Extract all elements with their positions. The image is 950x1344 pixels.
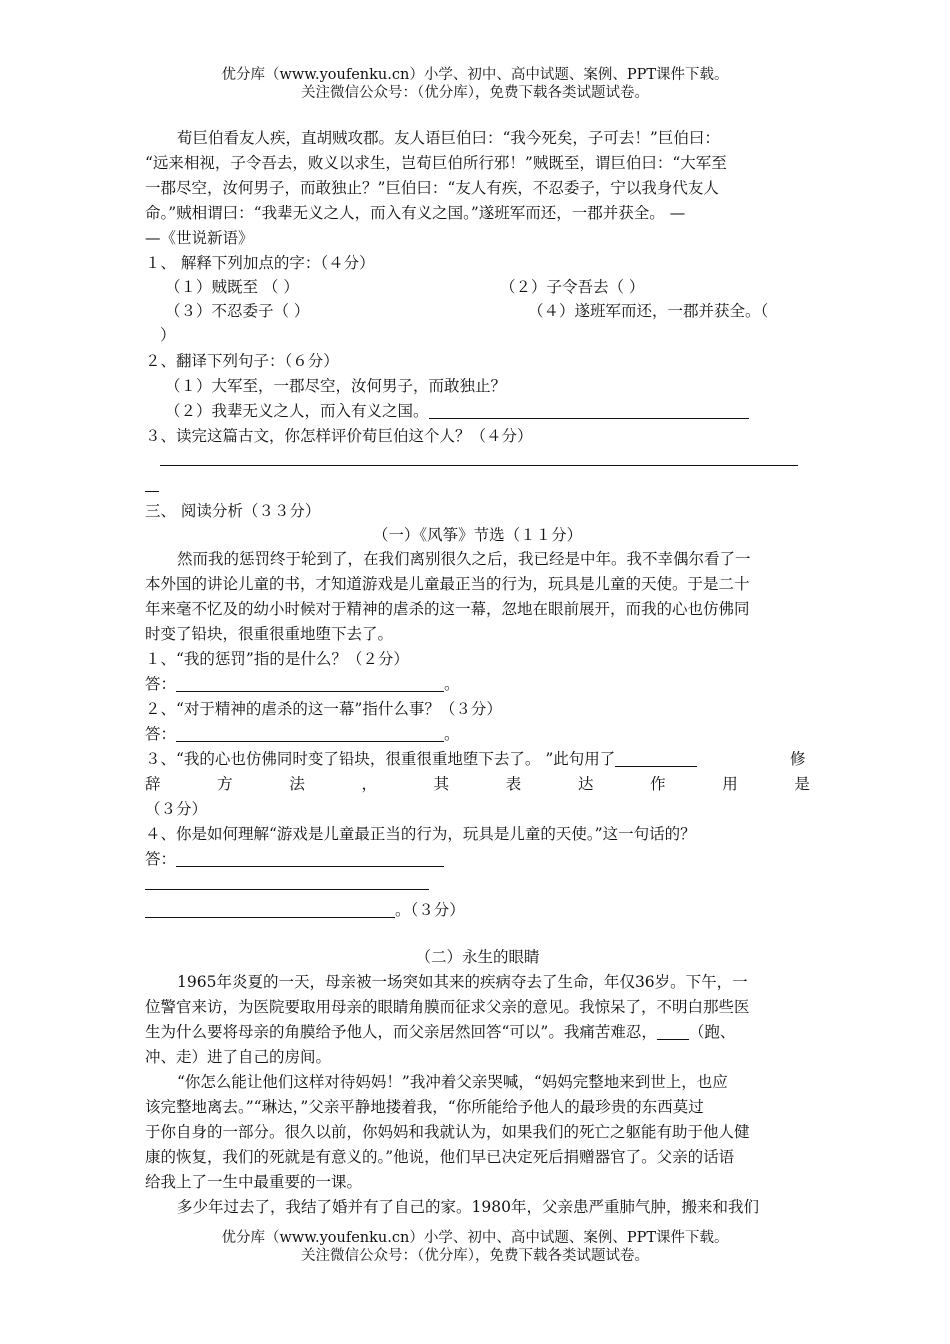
eyes-line: 冲、走）进了自己的房间。 xyxy=(145,1048,332,1066)
header-line-2: 关注微信公众号：（优分库），免费下载各类试题试卷。 xyxy=(301,85,649,101)
spread-char: 用 xyxy=(722,775,738,793)
answer-blank[interactable] xyxy=(429,402,749,419)
spread-char: 是 xyxy=(794,775,810,793)
kite-answer-4 xyxy=(145,847,810,871)
spread-char: ， xyxy=(361,775,377,793)
question-2-sentence-2 xyxy=(165,399,830,423)
kite-question-3-spread xyxy=(145,772,810,796)
eyes-line: 该完整地离去。”“琳达，”父亲平静地搂着我，“你所能给予他人的最珍贵的东西莫过 xyxy=(145,1098,704,1116)
kite-question-1: １、“我的惩罚”指的是什么？（２分） xyxy=(145,650,409,668)
section-3-sub-1: （一）《风筝》节选（１１分） xyxy=(372,526,583,544)
answer-blank[interactable] xyxy=(615,750,697,767)
eyes-choice: （跑、 xyxy=(688,1023,736,1041)
eyes-line: 位警官来访，为医院要取用母亲的眼睛角膜而征求父亲的意见。我惊呆了，不明白那些医 xyxy=(145,998,750,1016)
eyes-line: 康的恢复，我们的死就是有意义的。”他说，他们早已决定死后捐赠器官了。父亲的话语 xyxy=(145,1148,735,1166)
answer-score: 。（３分） xyxy=(395,901,465,919)
section-3-title: 三、 阅读分析（３３分） xyxy=(145,502,321,520)
answer-line[interactable] xyxy=(160,465,798,466)
eyes-line: 于你自身的一部分。很久以前，你妈妈和我就认为，如果我们的死亡之躯能有助于他人健 xyxy=(145,1123,750,1141)
kite-line: 年来毫不忆及的幼小时候对于精神的虐杀的这一幕，忽地在眼前展开，而我的心也仿佛同 xyxy=(145,600,750,618)
kite-question-3 xyxy=(145,747,810,771)
answer-blank[interactable] xyxy=(657,1023,689,1040)
answer-blank[interactable] xyxy=(176,675,444,692)
question-1c: （３）不忍委子（ ） xyxy=(165,302,310,320)
spread-char: 方 xyxy=(217,775,233,793)
kite-question-3-text: ３、“我的心也仿佛同时变了铅块，很重很重地堕下去了。 ”此句用了 xyxy=(145,750,616,768)
header-line-1: 优分库（www.youfenku.cn）小学、初中、高中试题、案例、PPT课件下载。 xyxy=(221,67,729,83)
kite-answer-2 xyxy=(145,722,810,746)
section-3-sub-2: （二）永生的眼睛 xyxy=(415,948,540,966)
footer-line-1: 优分库（www.youfenku.cn）小学、初中、高中试题、案例、PPT课件下载。 xyxy=(221,1230,729,1246)
answer-blank[interactable] xyxy=(176,725,444,742)
answer-blank[interactable] xyxy=(145,901,395,918)
question-1d: （４）遂班军而还，一郡并获全。（ xyxy=(528,302,769,320)
answer-label: 答： xyxy=(145,725,177,743)
kite-answer-1 xyxy=(145,672,810,696)
answer-line[interactable] xyxy=(145,889,429,890)
passage1-line: “远来相视，子令吾去，败义以求生，岂荀巨伯所行邪！”贼既至，谓巨伯曰：“大军至 xyxy=(145,154,727,172)
question-2-sentence-1: （１）大军至，一郡尽空，汝何男子，而敢独止？ xyxy=(165,377,507,395)
spread-char: 法 xyxy=(289,775,305,793)
passage1-line: 命。”贼相谓曰：“我辈无义之人，而入有义之国。”遂班军而还，一郡并获全。 — xyxy=(145,204,686,222)
kite-question-3-score: （３分） xyxy=(145,800,208,818)
answer-blank[interactable] xyxy=(176,850,444,867)
page-header-top xyxy=(0,66,950,102)
answer-label: 答： xyxy=(145,850,177,868)
passage1-line: 荀巨伯看友人疾，直胡贼攻郡。友人语巨伯曰：“我今死矣，子可去！”巨伯曰： xyxy=(177,129,720,147)
passage1-line: 一郡尽空，汝何男子，而敢独止？”巨伯曰：“友人有疾，不忍委子，宁以我身代友人 xyxy=(145,179,719,197)
question-1-title: １、 解释下列加点的字：（４分） xyxy=(145,254,375,272)
question-2-sentence-2-text: （２）我辈无义之人，而入有义之国。 xyxy=(165,402,429,420)
spread-char: 作 xyxy=(650,775,666,793)
footer-line-2: 关注微信公众号：（优分库），免费下载各类试题试卷。 xyxy=(301,1248,649,1264)
spread-char: 辞 xyxy=(145,775,161,793)
question-1a: （１）贼既至 （ ） xyxy=(165,278,299,296)
eyes-line: 给我上了一生中最重要的一课。 xyxy=(145,1173,363,1191)
question-1d-close: ） xyxy=(160,326,176,344)
question-1b: （２）子令吾去（ ） xyxy=(500,278,645,296)
answer-period: 。 xyxy=(444,675,460,693)
kite-answer-4-end xyxy=(145,898,810,922)
kite-question-4: ４、你是如何理解“游戏是儿童最正当的行为，玩具是儿童的天使。”这一句话的？ xyxy=(145,825,696,843)
page-footer xyxy=(0,1229,950,1265)
answer-line-tail xyxy=(145,491,159,492)
kite-line: 本外国的讲论儿童的书，才知道游戏是儿童最正当的行为，玩具是儿童的天使。于是二十 xyxy=(145,575,750,593)
question-3-title: ３、读完这篇古文，你怎样评价荀巨伯这个人？（４分） xyxy=(145,427,533,445)
kite-line: 时变了铅块，很重很重地堕下去了。 xyxy=(145,625,394,643)
spread-char: 达 xyxy=(577,775,594,793)
eyes-line-with-blank xyxy=(145,1020,810,1044)
answer-label: 答： xyxy=(145,675,177,693)
eyes-line: “你怎么能让他们这样对待妈妈！”我冲着父亲哭喊，“妈妈完整地来到世上，也应 xyxy=(177,1073,728,1091)
kite-question-2: ２、“对于精神的虐杀的这一幕”指什么事？（３分） xyxy=(145,700,502,718)
eyes-line-text: 生为什么要将母亲的角膜给予他人，而父亲居然回答“可以”。我痛苦难忍， xyxy=(145,1023,657,1041)
eyes-line: 1965年炎夏的一天，母亲被一场突如其来的疾病夺去了生命，年仅36岁。下午，一 xyxy=(177,973,748,991)
spread-char: 表 xyxy=(505,775,522,793)
question-2-title: ２、翻译下列句子：（６分） xyxy=(145,352,339,370)
spread-char: 其 xyxy=(433,775,450,793)
answer-period: 。 xyxy=(444,725,460,743)
kite-line: 然而我的惩罚终于轮到了，在我们离别很久之后，我已经是中年。我不幸偶尔看了一 xyxy=(177,550,751,568)
kite-question-3-end: 修 xyxy=(790,750,806,768)
eyes-line: 多少年过去了，我结了婚并有了自己的家。1980年，父亲患严重肺气肿，搬来和我们 xyxy=(177,1198,759,1216)
passage1-source: —《世说新语》 xyxy=(145,229,254,247)
